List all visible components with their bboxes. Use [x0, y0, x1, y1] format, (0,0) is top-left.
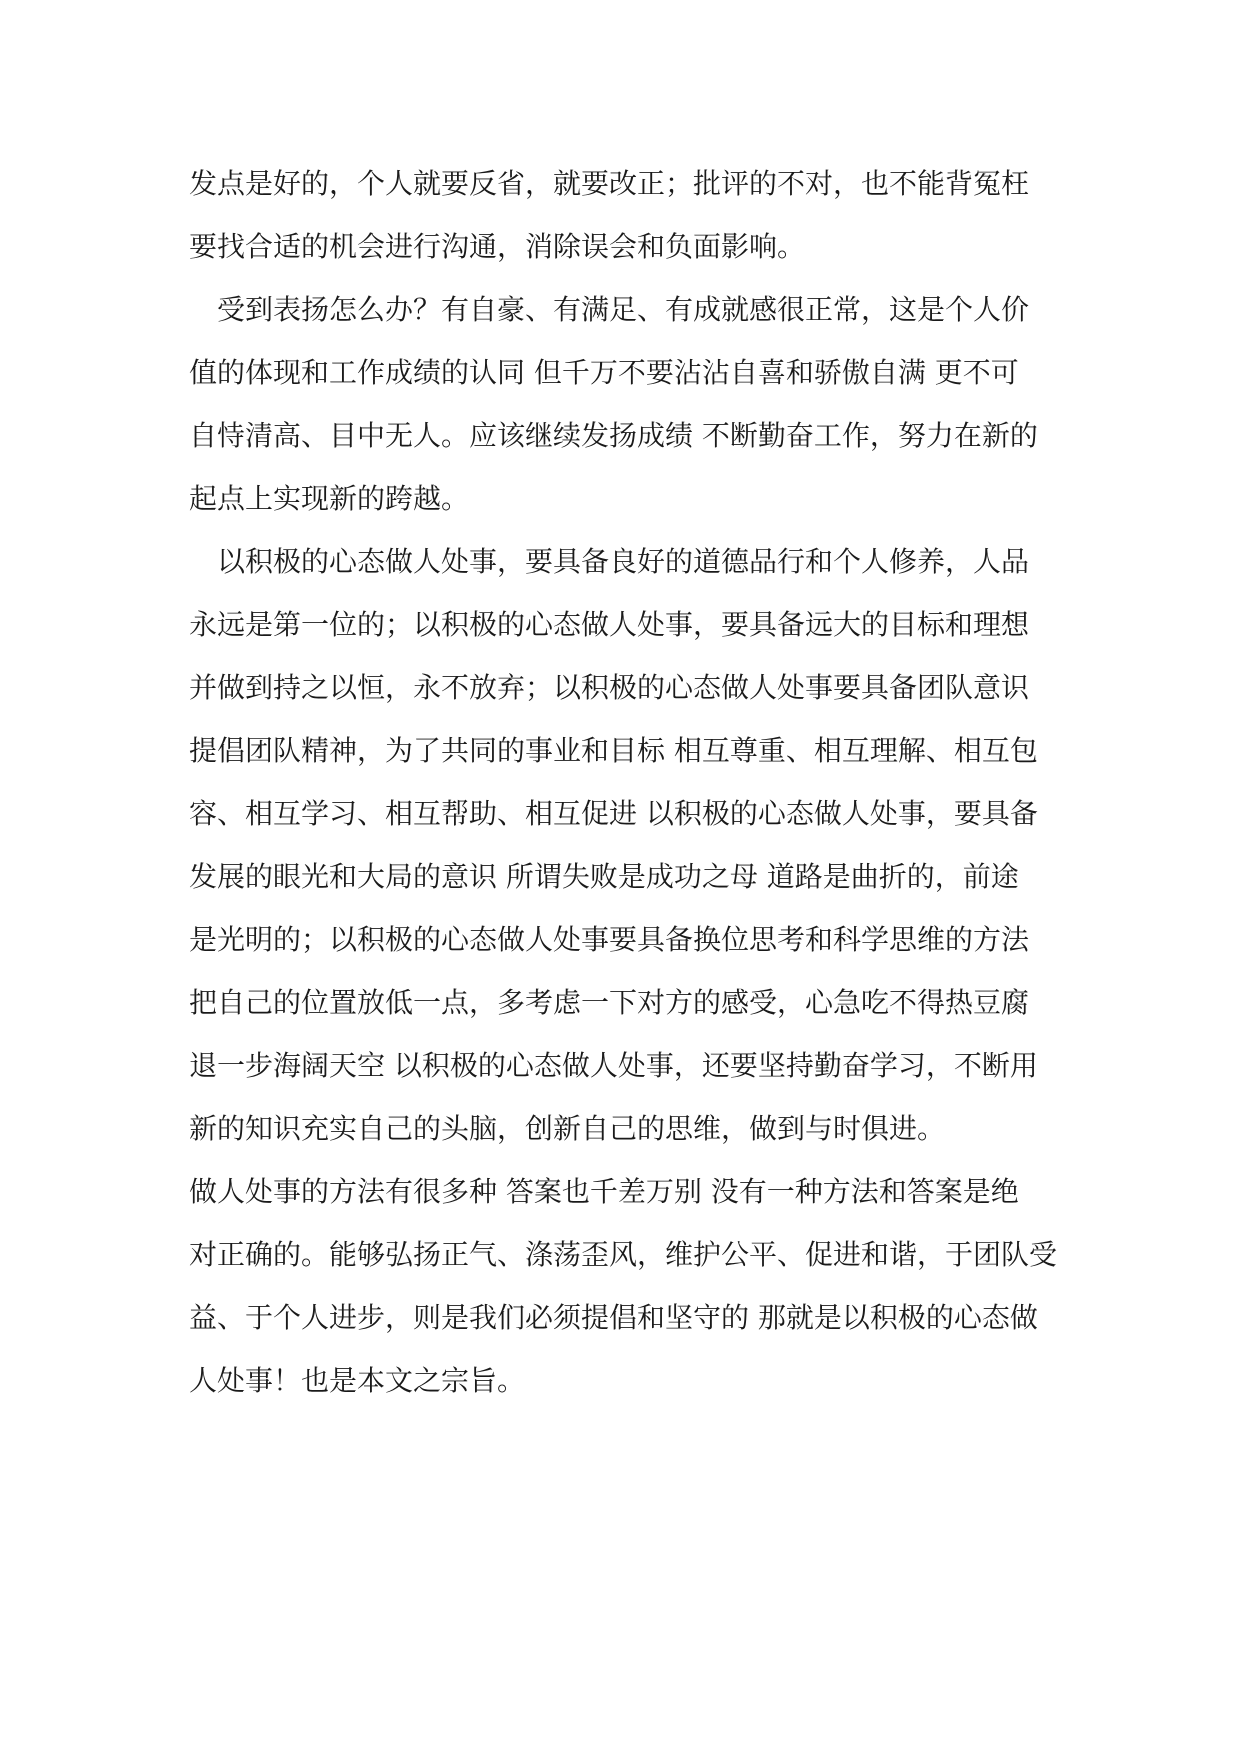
- document-body: [189, 152, 1069, 1412]
- text-line: 起点上实现新的跨越。: [189, 482, 470, 515]
- text-line: 人处事！也是本文之宗旨。: [189, 1364, 526, 1397]
- text-line: 容、相互学习、相互帮助、相互促进 以积极的心态做人处事，要具备: [189, 797, 1038, 830]
- text-line: 新的知识充实自己的头脑，创新自己的思维，做到与时俱进。: [189, 1112, 946, 1145]
- text-line: 是光明的；以积极的心态做人处事要具备换位思考和科学思维的方法: [189, 923, 1030, 956]
- text-line: 以积极的心态做人处事，要具备良好的道德品行和个人修养，人品: [189, 545, 1030, 578]
- text-line: 把自己的位置放低一点，多考虑一下对方的感受，心急吃不得热豆腐: [189, 986, 1030, 1019]
- text-line: 提倡团队精神，为了共同的事业和目标 相互尊重、相互理解、相互包: [189, 734, 1038, 767]
- text-line: 退一步海阔天空 以积极的心态做人处事，还要坚持勤奋学习，不断用: [189, 1049, 1038, 1082]
- text-line: 益、于个人进步，则是我们必须提倡和坚守的 那就是以积极的心态做: [189, 1301, 1038, 1334]
- text-line: 受到表扬怎么办？有自豪、有满足、有成就感很正常，这是个人价: [189, 293, 1030, 326]
- text-line: 自恃清高、目中无人。应该继续发扬成绩 不断勤奋工作，努力在新的: [189, 419, 1038, 452]
- text-line: 并做到持之以恒，永不放弃；以积极的心态做人处事要具备团队意识: [189, 671, 1030, 704]
- text-line: 做人处事的方法有很多种 答案也千差万别 没有一种方法和答案是绝: [189, 1175, 1019, 1208]
- text-line: 值的体现和工作成绩的认同 但千万不要沾沾自喜和骄傲自满 更不可: [189, 356, 1019, 389]
- text-line: 永远是第一位的；以积极的心态做人处事，要具备远大的目标和理想: [189, 608, 1030, 641]
- text-line: 发点是好的，个人就要反省，就要改正；批评的不对，也不能背冤枉: [189, 167, 1030, 200]
- text-line: 发展的眼光和大局的意识 所谓失败是成功之母 道路是曲折的，前途: [189, 860, 1019, 893]
- text-line: 对正确的。能够弘扬正气、涤荡歪风，维护公平、促进和谐，于团队受: [189, 1238, 1058, 1271]
- text-line: 要找合适的机会进行沟通，消除误会和负面影响。: [189, 230, 806, 263]
